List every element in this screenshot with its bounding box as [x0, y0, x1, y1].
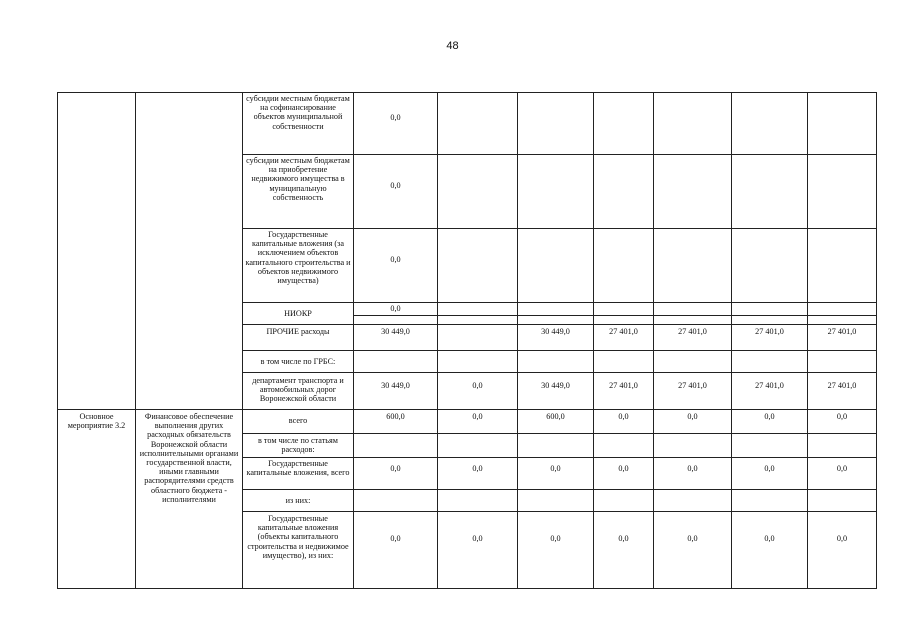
value-cell: [654, 434, 732, 458]
value-text: 0,0: [354, 303, 438, 316]
value-text: [808, 303, 877, 316]
value-cell: 27 401,0: [654, 373, 732, 410]
table-row: [58, 410, 877, 434]
value-cell: [354, 490, 438, 512]
value-cell: 0,0: [354, 229, 438, 303]
value-cell: 0,0: [594, 410, 654, 434]
value-cell: [808, 229, 877, 303]
row-label: в том числе по статьям расходов:: [243, 434, 354, 458]
value-cell: 0,0: [654, 410, 732, 434]
budget-table: [57, 92, 877, 589]
value-cell: 0,0: [594, 512, 654, 589]
value-cell: 0,0: [354, 458, 438, 490]
value-cell: 30 449,0: [354, 325, 438, 351]
value-cell: 27 401,0: [732, 325, 808, 351]
value-cell: [354, 303, 438, 325]
row-label: Государственные капитальные вложения, всего: [243, 458, 354, 490]
value-cell: [654, 490, 732, 512]
row-label: НИОКР: [243, 303, 354, 325]
value-cell: [808, 434, 877, 458]
value-cell: [438, 93, 518, 155]
value-cell: 27 401,0: [808, 325, 877, 351]
value-cell: [654, 155, 732, 229]
value-cell: 0,0: [438, 410, 518, 434]
value-cell: [808, 351, 877, 373]
measure-name: Основное мероприятие 3.2: [58, 410, 136, 589]
value-cell: [654, 93, 732, 155]
value-cell: [438, 351, 518, 373]
value-cell: [518, 434, 594, 458]
value-cell: [438, 303, 518, 325]
value-cell: [594, 490, 654, 512]
value-cell: 0,0: [518, 458, 594, 490]
value-cell: [594, 155, 654, 229]
value-cell: 600,0: [354, 410, 438, 434]
row-label: из них:: [243, 490, 354, 512]
value-text: [594, 303, 654, 316]
value-cell: 0,0: [808, 512, 877, 589]
row-label: Государственные капитальные вложения (объекты капитального строительства и недвижимое имущество), из них:: [243, 512, 354, 589]
value-cell: [808, 303, 877, 325]
value-cell: [732, 93, 808, 155]
value-cell: [732, 229, 808, 303]
value-cell: 0,0: [438, 512, 518, 589]
value-cell: [654, 303, 732, 325]
value-cell: 0,0: [808, 410, 877, 434]
measure-description: Финансовое обеспечение выполнения других расходных обязательств Воронежской области исполнительными органами государственной власти, иными главными распорядителями средств областного бюджета - исполнителями: [136, 410, 243, 589]
value-cell: [438, 490, 518, 512]
value-cell: [808, 93, 877, 155]
value-cell: [808, 490, 877, 512]
value-cell: 0,0: [654, 458, 732, 490]
value-cell: [594, 229, 654, 303]
value-cell: [438, 434, 518, 458]
value-cell: 27 401,0: [654, 325, 732, 351]
value-cell: 0,0: [732, 410, 808, 434]
value-cell: [518, 93, 594, 155]
value-cell: 27 401,0: [594, 325, 654, 351]
cell-blank-name: [58, 93, 136, 410]
value-cell: [808, 155, 877, 229]
value-cell: 30 449,0: [354, 373, 438, 410]
value-cell: [594, 434, 654, 458]
value-cell: [518, 303, 594, 325]
value-text: [518, 303, 594, 316]
value-cell: 0,0: [518, 512, 594, 589]
value-cell: 0,0: [732, 458, 808, 490]
value-cell: 0,0: [354, 155, 438, 229]
value-cell: [732, 490, 808, 512]
value-text: [654, 303, 732, 316]
value-cell: 600,0: [518, 410, 594, 434]
value-cell: [594, 93, 654, 155]
value-cell: 0,0: [438, 458, 518, 490]
value-cell: [654, 351, 732, 373]
row-label: субсидии местным бюджетам на приобретение недвижимого имущества в муниципальную собственность: [243, 155, 354, 229]
value-cell: 27 401,0: [594, 373, 654, 410]
value-cell: [594, 351, 654, 373]
row-label: субсидии местным бюджетам на софинансирование объектов муниципальной собственности: [243, 93, 354, 155]
row-label: департамент транспорта и автомобильных дорог Воронежской области: [243, 373, 354, 410]
value-cell: [354, 351, 438, 373]
value-cell: 0,0: [438, 373, 518, 410]
row-label: ПРОЧИЕ расходы: [243, 325, 354, 351]
value-cell: [518, 155, 594, 229]
value-cell: [518, 351, 594, 373]
value-cell: 30 449,0: [518, 325, 594, 351]
row-label: в том числе по ГРБС:: [243, 351, 354, 373]
value-cell: 0,0: [354, 93, 438, 155]
row-label: Государственные капитальные вложения (за исключением объектов капитального строительства и объектов недвижимого имущества): [243, 229, 354, 303]
page-number: 48: [446, 40, 459, 52]
value-cell: 0,0: [654, 512, 732, 589]
table-row: [58, 93, 877, 155]
value-cell: [438, 155, 518, 229]
value-cell: [518, 229, 594, 303]
value-text: [732, 303, 808, 316]
value-cell: [732, 434, 808, 458]
value-cell: [438, 229, 518, 303]
value-cell: 0,0: [354, 512, 438, 589]
value-cell: 0,0: [808, 458, 877, 490]
value-cell: 0,0: [732, 512, 808, 589]
value-cell: [438, 325, 518, 351]
value-cell: 30 449,0: [518, 373, 594, 410]
value-cell: [354, 434, 438, 458]
row-label: всего: [243, 410, 354, 434]
value-cell: [732, 351, 808, 373]
value-cell: [732, 303, 808, 325]
value-cell: [732, 155, 808, 229]
value-cell: [518, 490, 594, 512]
value-cell: 27 401,0: [732, 373, 808, 410]
value-cell: 27 401,0: [808, 373, 877, 410]
cell-blank-description: [136, 93, 243, 410]
value-cell: [594, 303, 654, 325]
value-text: [438, 303, 518, 316]
value-cell: 0,0: [594, 458, 654, 490]
value-cell: [654, 229, 732, 303]
